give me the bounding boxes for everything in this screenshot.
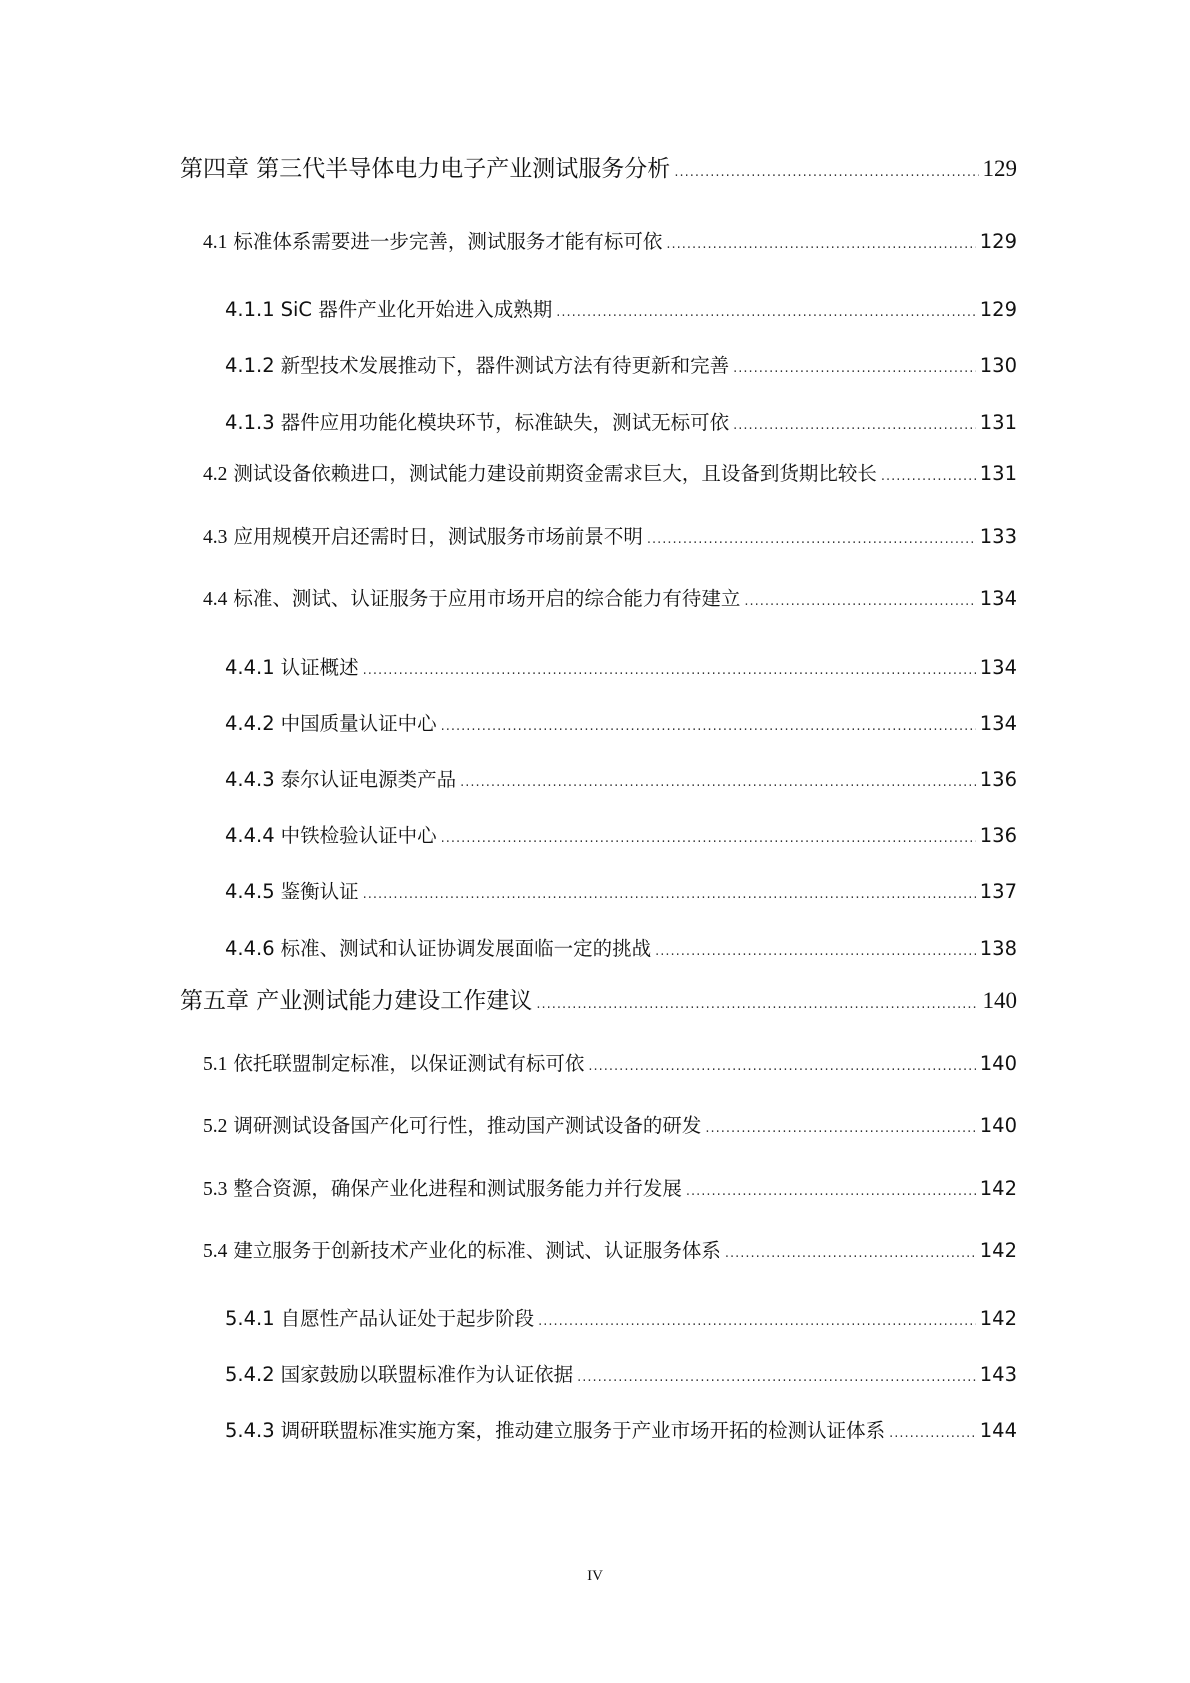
toc-number: 4.4.1 <box>225 656 275 679</box>
toc-section-4-3[interactable] <box>203 521 1017 549</box>
toc-title: 泰尔认证电源类产品 <box>280 768 457 791</box>
toc-subsection-4-4-3[interactable] <box>225 764 1017 792</box>
toc-section-4-1[interactable] <box>203 226 1017 254</box>
dot-leader <box>363 888 976 901</box>
toc-subsection-4-1-2[interactable] <box>225 350 1017 378</box>
toc-page-number: 133 <box>979 525 1017 548</box>
dot-leader <box>538 1315 976 1328</box>
toc-title: 第五章 产业测试能力建设工作建议 <box>180 988 533 1014</box>
dot-leader <box>674 166 978 179</box>
toc-page-number: 129 <box>979 298 1017 321</box>
toc-number: 5.4 <box>203 1241 228 1262</box>
toc-number: 4.1.3 <box>225 411 275 434</box>
toc-subsection-5-4-3[interactable] <box>225 1415 1017 1443</box>
toc-title: 鉴衡认证 <box>280 880 359 903</box>
toc-title: 测试设备依赖进口，测试能力建设前期资金需求巨大，且设备到货期比较长 <box>233 462 877 485</box>
toc-subsection-4-4-4[interactable] <box>225 820 1017 848</box>
dot-leader <box>647 533 976 546</box>
toc-number: 5.4.2 <box>225 1363 275 1386</box>
toc-page-number: 129 <box>982 156 1017 181</box>
toc-page-number: 140 <box>982 988 1017 1013</box>
dot-leader <box>744 595 975 608</box>
toc-page-number: 142 <box>979 1239 1017 1262</box>
dot-leader <box>655 945 976 958</box>
dot-leader <box>363 664 976 677</box>
toc-section-5-3[interactable] <box>203 1173 1017 1201</box>
dot-leader <box>460 776 976 789</box>
page-number-footer: IV <box>587 1568 603 1584</box>
dot-leader <box>881 470 976 483</box>
toc-number: 4.4.6 <box>225 937 275 960</box>
toc-page-number: 131 <box>979 411 1017 434</box>
dot-leader <box>889 1427 976 1440</box>
toc-page-number: 131 <box>979 462 1017 485</box>
toc-number: 5.4.3 <box>225 1419 275 1442</box>
toc-page-number: 136 <box>979 768 1017 791</box>
toc-page-number: 136 <box>979 824 1017 847</box>
toc-section-4-4[interactable] <box>203 583 1017 611</box>
toc-number: 5.1 <box>203 1054 228 1075</box>
toc-number: 5.4.1 <box>225 1307 275 1330</box>
toc-number: 4.4.2 <box>225 712 275 735</box>
toc-number: 4.1.1 <box>225 298 275 321</box>
dot-leader <box>686 1185 976 1198</box>
toc-page-number: 137 <box>979 880 1017 903</box>
toc-title: 标准体系需要进一步完善，测试服务才能有标可依 <box>233 230 663 253</box>
toc-title: 中铁检验认证中心 <box>280 824 437 847</box>
toc-title: 器件应用功能化模块环节，标准缺失，测试无标可依 <box>280 411 730 434</box>
toc-number: 4.4.5 <box>225 880 275 903</box>
toc-subsection-5-4-2[interactable] <box>225 1359 1017 1387</box>
toc-title: 第四章 第三代半导体电力电子产业测试服务分析 <box>180 156 671 182</box>
toc-subsection-4-4-6[interactable] <box>225 933 1017 961</box>
toc-title: 新型技术发展推动下，器件测试方法有待更新和完善 <box>280 354 730 377</box>
dot-leader <box>733 362 976 375</box>
toc-subsection-4-1-3[interactable] <box>225 407 1017 435</box>
toc-title: 标准、测试和认证协调发展面临一定的挑战 <box>280 937 652 960</box>
toc-title: 调研联盟标准实施方案，推动建立服务于产业市场开拓的检测认证体系 <box>280 1419 886 1442</box>
dot-leader <box>733 419 976 432</box>
toc-number: 5.2 <box>203 1116 228 1137</box>
toc-title: 中国质量认证中心 <box>280 712 437 735</box>
toc-subsection-4-4-1[interactable] <box>225 652 1017 680</box>
toc-page-number: 129 <box>979 230 1017 253</box>
toc-title: 标准、测试、认证服务于应用市场开启的综合能力有待建立 <box>233 587 741 610</box>
toc-subsection-5-4-1[interactable] <box>225 1303 1017 1331</box>
dot-leader <box>441 832 976 845</box>
toc-page-number: 134 <box>979 587 1017 610</box>
toc-title: 整合资源，确保产业化进程和测试服务能力并行发展 <box>233 1177 682 1200</box>
toc-chapter-4[interactable] <box>180 150 1017 183</box>
toc-subsection-4-1-1[interactable] <box>225 294 1017 322</box>
toc-page-number: 142 <box>979 1177 1017 1200</box>
toc-section-5-1[interactable] <box>203 1048 1017 1076</box>
toc-page-number: 143 <box>979 1363 1017 1386</box>
toc-number: 4.3 <box>203 527 228 548</box>
dot-leader <box>556 306 976 319</box>
toc-page-number: 134 <box>979 712 1017 735</box>
dot-leader <box>588 1060 975 1073</box>
dot-leader <box>536 998 978 1011</box>
toc-number: 4.1.2 <box>225 354 275 377</box>
dot-leader <box>577 1371 976 1384</box>
toc-number: 4.4.4 <box>225 824 275 847</box>
toc-page-number: 140 <box>979 1052 1017 1075</box>
toc-section-5-2[interactable] <box>203 1110 1017 1138</box>
toc-number: 5.3 <box>203 1179 228 1200</box>
toc-section-4-2[interactable] <box>203 458 1017 486</box>
toc-page-number: 134 <box>979 656 1017 679</box>
dot-leader <box>705 1122 975 1135</box>
toc-number: 4.4.3 <box>225 768 275 791</box>
toc-title: 自愿性产品认证处于起步阶段 <box>280 1307 535 1330</box>
toc-number: 4.4 <box>203 589 228 610</box>
toc-title: 认证概述 <box>280 656 359 679</box>
toc-number: 4.2 <box>203 464 228 485</box>
toc-title: 应用规模开启还需时日，测试服务市场前景不明 <box>233 525 643 548</box>
dot-leader <box>725 1247 976 1260</box>
toc-title: 依托联盟制定标准，以保证测试有标可依 <box>233 1052 585 1075</box>
dot-leader <box>666 238 975 251</box>
toc-chapter-5[interactable] <box>180 982 1017 1015</box>
toc-page-number: 142 <box>979 1307 1017 1330</box>
toc-subsection-4-4-2[interactable] <box>225 708 1017 736</box>
dot-leader <box>441 720 976 733</box>
toc-page-number: 144 <box>979 1419 1017 1442</box>
toc-number: 4.1 <box>203 232 228 253</box>
toc-section-5-4[interactable] <box>203 1235 1017 1263</box>
toc-subsection-4-4-5[interactable] <box>225 876 1017 904</box>
toc-page-number: 130 <box>979 354 1017 377</box>
toc-title: SiC 器件产业化开始进入成熟期 <box>280 298 553 321</box>
toc-page-number: 140 <box>979 1114 1017 1137</box>
toc-title: 调研测试设备国产化可行性，推动国产测试设备的研发 <box>233 1114 702 1137</box>
toc-title: 建立服务于创新技术产业化的标准、测试、认证服务体系 <box>233 1239 721 1262</box>
toc-title: 国家鼓励以联盟标准作为认证依据 <box>280 1363 574 1386</box>
toc-page-number: 138 <box>979 937 1017 960</box>
